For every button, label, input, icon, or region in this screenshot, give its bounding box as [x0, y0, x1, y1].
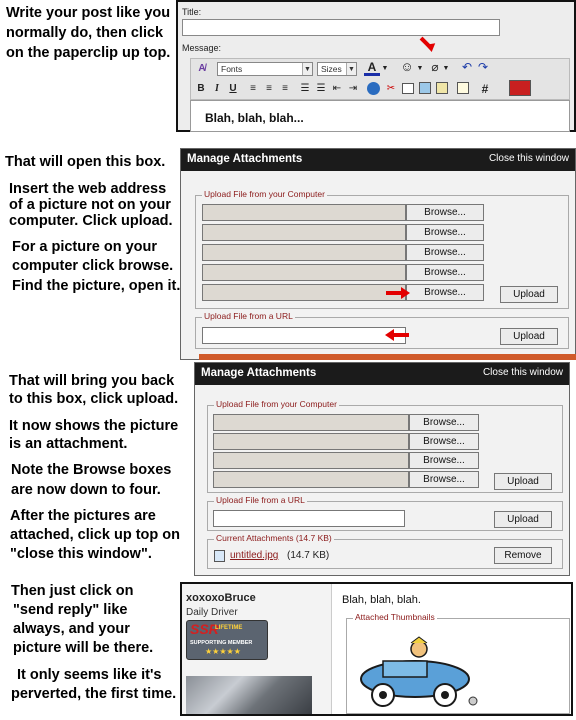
chevron-down-icon[interactable]: ▼: [416, 65, 424, 72]
insert-image-icon[interactable]: [419, 82, 431, 94]
undo-icon[interactable]: ↶: [461, 60, 473, 74]
url-input[interactable]: [202, 327, 406, 344]
file-input[interactable]: [202, 244, 406, 261]
forum-post: [180, 582, 573, 716]
editor-toolbar: [190, 58, 570, 100]
browse-button[interactable]: Browse...: [409, 471, 479, 488]
car-cartoon-thumbnail[interactable]: [353, 633, 483, 713]
dialog-bottom-bar: [199, 354, 576, 360]
close-window-link[interactable]: Close this window: [488, 153, 569, 164]
instruction-step1-line2: normally do, then click: [6, 25, 164, 41]
email-icon[interactable]: [402, 83, 414, 94]
instruction-step4-note-line2: perverted, the first time.: [11, 686, 177, 702]
instruction-step2-url-line1: Insert the web address: [9, 181, 167, 197]
chevron-down-icon: ▼: [302, 63, 312, 75]
instruction-step2-browse-line3: Find the picture, open it.: [12, 278, 181, 294]
chevron-down-icon[interactable]: ▼: [442, 65, 450, 72]
switch-editor-icon[interactable]: [509, 80, 531, 96]
file-input[interactable]: [213, 471, 409, 488]
upload-computer-legend: Upload File from your Computer: [216, 399, 337, 409]
instruction-step4-line2: "send reply" like: [13, 602, 128, 618]
unlink-icon[interactable]: ✂: [386, 83, 396, 94]
attached-thumbnails-legend: Attached Thumbnails: [355, 612, 435, 622]
align-left-icon[interactable]: ≡: [250, 83, 256, 94]
instruction-step4-line4: picture will be there.: [13, 640, 154, 656]
post-editor: [176, 0, 576, 132]
browse-button[interactable]: Browse...: [409, 414, 479, 431]
file-input[interactable]: [202, 284, 406, 301]
avatar-car-photo: [186, 676, 312, 714]
message-textarea[interactable]: [190, 100, 570, 132]
upload-url-fieldset: [207, 495, 563, 531]
font-select[interactable]: [217, 62, 313, 76]
underline-icon[interactable]: U: [229, 83, 237, 94]
insert-video-icon[interactable]: [436, 82, 448, 94]
upload-url-fieldset: [195, 311, 569, 349]
remove-button[interactable]: Remove: [494, 547, 552, 564]
file-input[interactable]: [202, 224, 406, 241]
redo-icon[interactable]: ↷: [477, 60, 489, 74]
instruction-step1-line1: Write your post like you: [6, 5, 171, 21]
instruction-step2-browse-line2: computer click browse.: [12, 258, 174, 274]
quote-icon[interactable]: [457, 82, 469, 94]
instruction-step4-note-line1: It only seems like it's: [17, 667, 162, 683]
dialog-title-bar: [181, 149, 575, 171]
file-input[interactable]: [202, 264, 406, 281]
badge-stars: ★★★★★: [205, 647, 241, 656]
manage-attachments-dialog-updated: [194, 362, 570, 576]
instruction-step3-intro-line1: That will bring you back: [9, 373, 175, 389]
instruction-step2-url-line2: of a picture not on your: [9, 197, 171, 213]
outdent-icon[interactable]: ⇤: [332, 83, 342, 94]
bold-icon[interactable]: B: [197, 83, 205, 94]
title-label: Title:: [182, 7, 202, 17]
message-label: Message:: [182, 43, 222, 53]
instruction-step3-after-line3: "close this window".: [10, 546, 152, 562]
upload-button[interactable]: Upload: [494, 473, 552, 490]
align-center-icon[interactable]: ≡: [266, 83, 272, 94]
badge-lifetime: LIFETIME: [215, 625, 243, 631]
manage-attachments-dialog: [180, 148, 576, 360]
url-upload-button[interactable]: Upload: [500, 328, 558, 345]
chevron-down-icon[interactable]: ▼: [381, 65, 389, 72]
code-icon[interactable]: #: [481, 82, 489, 96]
post-username[interactable]: xoxoxoBruce: [186, 592, 256, 604]
instruction-step3-after-line2: attached, click up top on: [10, 527, 180, 543]
chevron-down-icon: ▼: [346, 63, 356, 75]
font-select-value: Fonts: [221, 64, 243, 74]
message-text: Blah, blah, blah...: [205, 111, 304, 125]
file-input[interactable]: [202, 204, 406, 221]
upload-button[interactable]: Upload: [500, 286, 558, 303]
align-right-icon[interactable]: ≡: [282, 83, 288, 94]
link-icon[interactable]: ·: [367, 82, 380, 95]
size-select[interactable]: [317, 62, 357, 76]
attachment-size: (14.7 KB): [287, 550, 330, 561]
upload-computer-legend: Upload File from your Computer: [204, 189, 325, 199]
browse-button[interactable]: Browse...: [409, 433, 479, 450]
instruction-step3-intro-line2: to this box, click upload.: [9, 391, 179, 407]
attachment-link[interactable]: untitled.jpg: [230, 550, 279, 561]
browse-button[interactable]: Browse...: [406, 264, 484, 281]
remove-format-icon[interactable]: A̸: [198, 63, 206, 74]
instruction-step2-url-line3: computer. Click upload.: [9, 213, 173, 229]
current-attachments-fieldset: [207, 533, 563, 569]
upload-computer-fieldset: [195, 189, 569, 309]
post-message: Blah, blah, blah.: [342, 594, 421, 606]
title-input[interactable]: [182, 19, 500, 36]
indent-icon[interactable]: ⇥: [348, 83, 358, 94]
size-select-value: Sizes: [321, 64, 342, 74]
instruction-step3-note-line2: are now down to four.: [11, 482, 161, 498]
browse-button[interactable]: Browse...: [406, 204, 484, 221]
pointer-arrowhead-icon: [425, 43, 436, 53]
current-attachments-legend: Current Attachments (14.7 KB): [216, 533, 332, 543]
browse-button[interactable]: Browse...: [406, 224, 484, 241]
paperclip-icon[interactable]: ⌀: [431, 60, 439, 74]
file-input[interactable]: [213, 452, 409, 469]
supporting-member-badge: [186, 620, 268, 660]
instruction-step4-line3: always, and your: [13, 621, 130, 637]
upload-url-legend: Upload File from a URL: [216, 495, 305, 505]
smiley-icon[interactable]: ☺: [400, 59, 414, 74]
file-input[interactable]: [213, 414, 409, 431]
font-color-icon[interactable]: A: [364, 61, 380, 76]
browse-button[interactable]: Browse...: [409, 452, 479, 469]
image-file-icon: [214, 550, 225, 562]
post-user-title: Daily Driver: [186, 607, 238, 618]
badge-supporting-member: SUPPORTING MEMBER: [190, 640, 253, 646]
instruction-step1-line3: on the paperclip up top.: [6, 45, 171, 61]
close-window-link[interactable]: Close this window: [482, 367, 563, 378]
badge-logo: SSR: [190, 621, 219, 637]
dialog-title-bar: [195, 363, 569, 385]
instruction-step4-line1: Then just click on: [11, 583, 134, 599]
post-user-panel: [182, 584, 332, 714]
italic-icon[interactable]: I: [215, 83, 219, 94]
bullet-list-icon[interactable]: ☰: [316, 83, 326, 94]
file-input[interactable]: [213, 433, 409, 450]
instruction-step3-after-line1: After the pictures are: [10, 508, 156, 524]
instruction-step3-shows-line1: It now shows the picture: [9, 418, 179, 434]
upload-computer-fieldset: [207, 399, 563, 493]
instruction-step3-note-line1: Note the Browse boxes: [11, 462, 172, 478]
dialog-title: Manage Attachments: [187, 153, 303, 165]
url-upload-button[interactable]: Upload: [494, 511, 552, 528]
instruction-step2-intro: That will open this box.: [5, 154, 166, 170]
instruction-step2-browse-line1: For a picture on your: [12, 239, 158, 255]
arrow-to-browse-icon: [386, 291, 402, 295]
attached-thumbnails-fieldset: [346, 612, 570, 714]
browse-button[interactable]: Browse...: [406, 284, 484, 301]
dialog-title: Manage Attachments: [201, 367, 317, 379]
upload-url-legend: Upload File from a URL: [204, 311, 293, 321]
url-input[interactable]: [213, 510, 405, 527]
browse-button[interactable]: Browse...: [406, 244, 484, 261]
numbered-list-icon[interactable]: ☰: [300, 83, 310, 94]
instruction-step3-shows-line2: is an attachment.: [9, 436, 128, 452]
arrow-to-url-icon: [393, 333, 409, 337]
